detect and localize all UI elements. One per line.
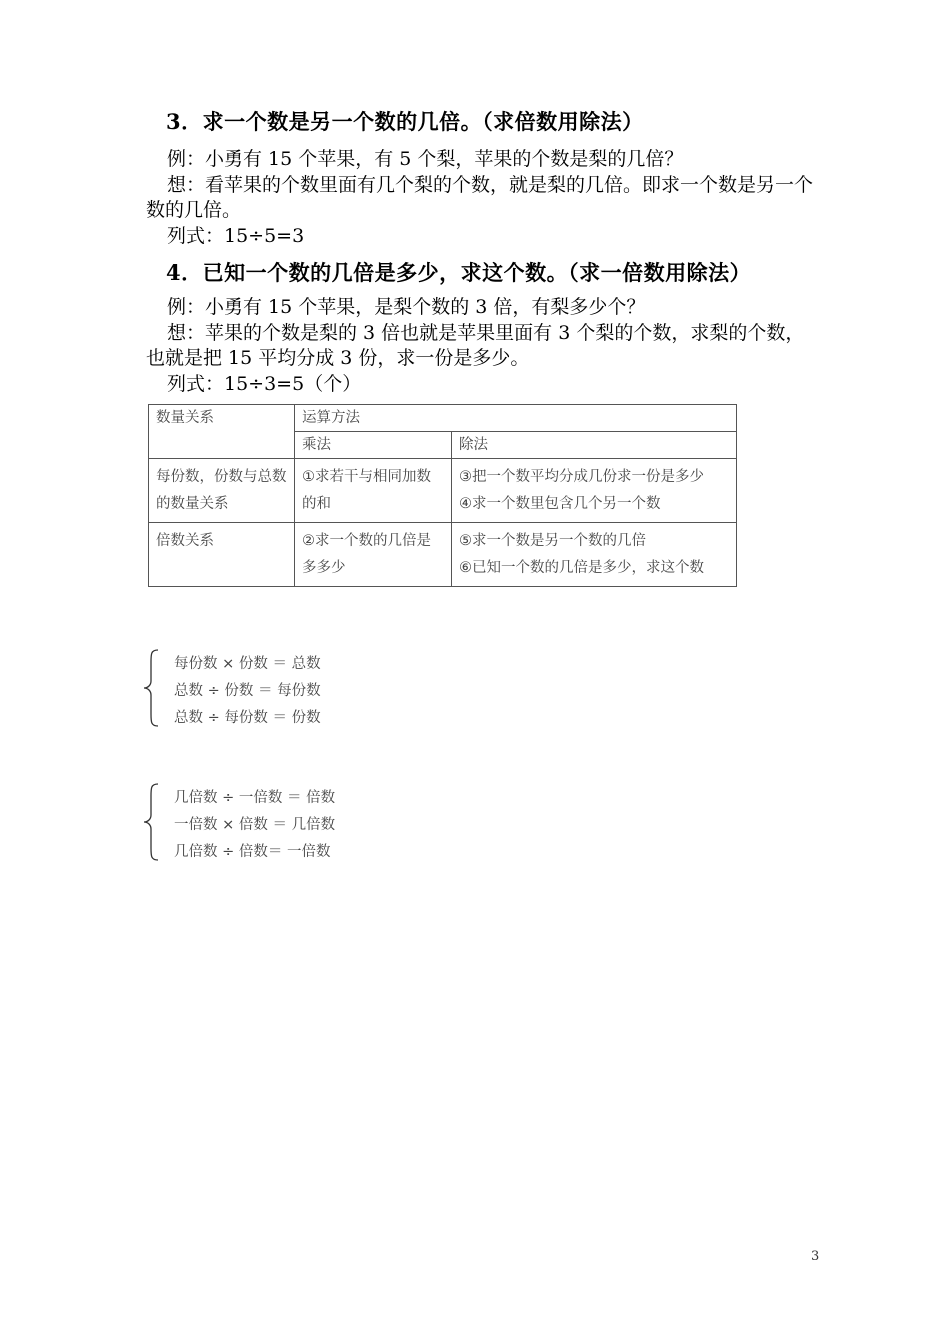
row-label: 每份数，份数与总数的数量关系 <box>149 459 295 523</box>
row-division <box>452 523 737 587</box>
relationship-table <box>148 404 737 587</box>
division-item: ⑤求一个数是另一个数的几倍 <box>459 533 646 549</box>
section-3-example: 例：小勇有 15 个苹果，有 5 个梨，苹果的个数是梨的几倍？ <box>167 148 684 170</box>
formula-line: 几倍数 ÷ 倍数＝ 一倍数 <box>174 844 331 860</box>
left-brace-icon <box>142 648 162 728</box>
division-item: ④求一个数里包含几个另一个数 <box>459 496 661 512</box>
division-item: ③把一个数平均分成几份求一份是多少 <box>459 469 704 485</box>
section-3-heading: 3．求一个数是另一个数的几倍。（求倍数用除法） <box>166 109 644 134</box>
division-item: ⑥已知一个数的几倍是多少，求这个数 <box>459 560 704 576</box>
row-multiplication: ①求若干与相同加数的和 <box>295 459 452 523</box>
table-row <box>149 523 737 587</box>
formula-line: 几倍数 ÷ 一倍数 ＝ 倍数 <box>174 790 336 806</box>
section-4-body <box>146 295 822 397</box>
row-multiplication: ②求一个数的几倍是多多少 <box>295 523 452 587</box>
formula-line: 每份数 × 份数 ＝ 总数 <box>174 656 321 672</box>
subheader-multiplication: 乘法 <box>295 432 452 459</box>
subheader-division: 除法 <box>452 432 737 459</box>
table-row <box>149 459 737 523</box>
formula-line: 一倍数 × 倍数 ＝ 几倍数 <box>174 817 336 833</box>
section-3-body <box>146 147 822 249</box>
left-brace-icon <box>142 782 162 862</box>
section-4-thinking: 想：苹果的个数是梨的 3 倍也就是苹果里面有 3 个梨的个数，求梨的个数，也就是把 15 平均分成 3 份，求一份是多少。 <box>146 321 805 369</box>
section-3-formula: 列式：15÷5=3 <box>167 224 305 247</box>
page-number: 3 <box>811 1249 820 1264</box>
section-4-formula: 列式：15÷3=5（个） <box>167 372 362 395</box>
formula-group-share <box>140 648 400 730</box>
formula-line: 总数 ÷ 每份数 ＝ 份数 <box>174 710 321 726</box>
formula-group-multiple <box>140 782 400 864</box>
section-4-heading: 4．已知一个数的几倍是多少，求这个数。（求一倍数用除法） <box>166 260 752 285</box>
section-3-thinking: 想：看苹果的个数里面有几个梨的个数，就是梨的几倍。即求一个数是另一个数的几倍。 <box>146 173 814 221</box>
header-quantity-relation: 数量关系 <box>149 405 295 459</box>
header-operation-method: 运算方法 <box>295 405 737 432</box>
row-label: 倍数关系 <box>149 523 295 587</box>
formula-line: 总数 ÷ 份数 ＝ 每份数 <box>174 683 321 699</box>
row-division <box>452 459 737 523</box>
section-4-example: 例：小勇有 15 个苹果，是梨个数的 3 倍，有梨多少个？ <box>167 296 646 318</box>
